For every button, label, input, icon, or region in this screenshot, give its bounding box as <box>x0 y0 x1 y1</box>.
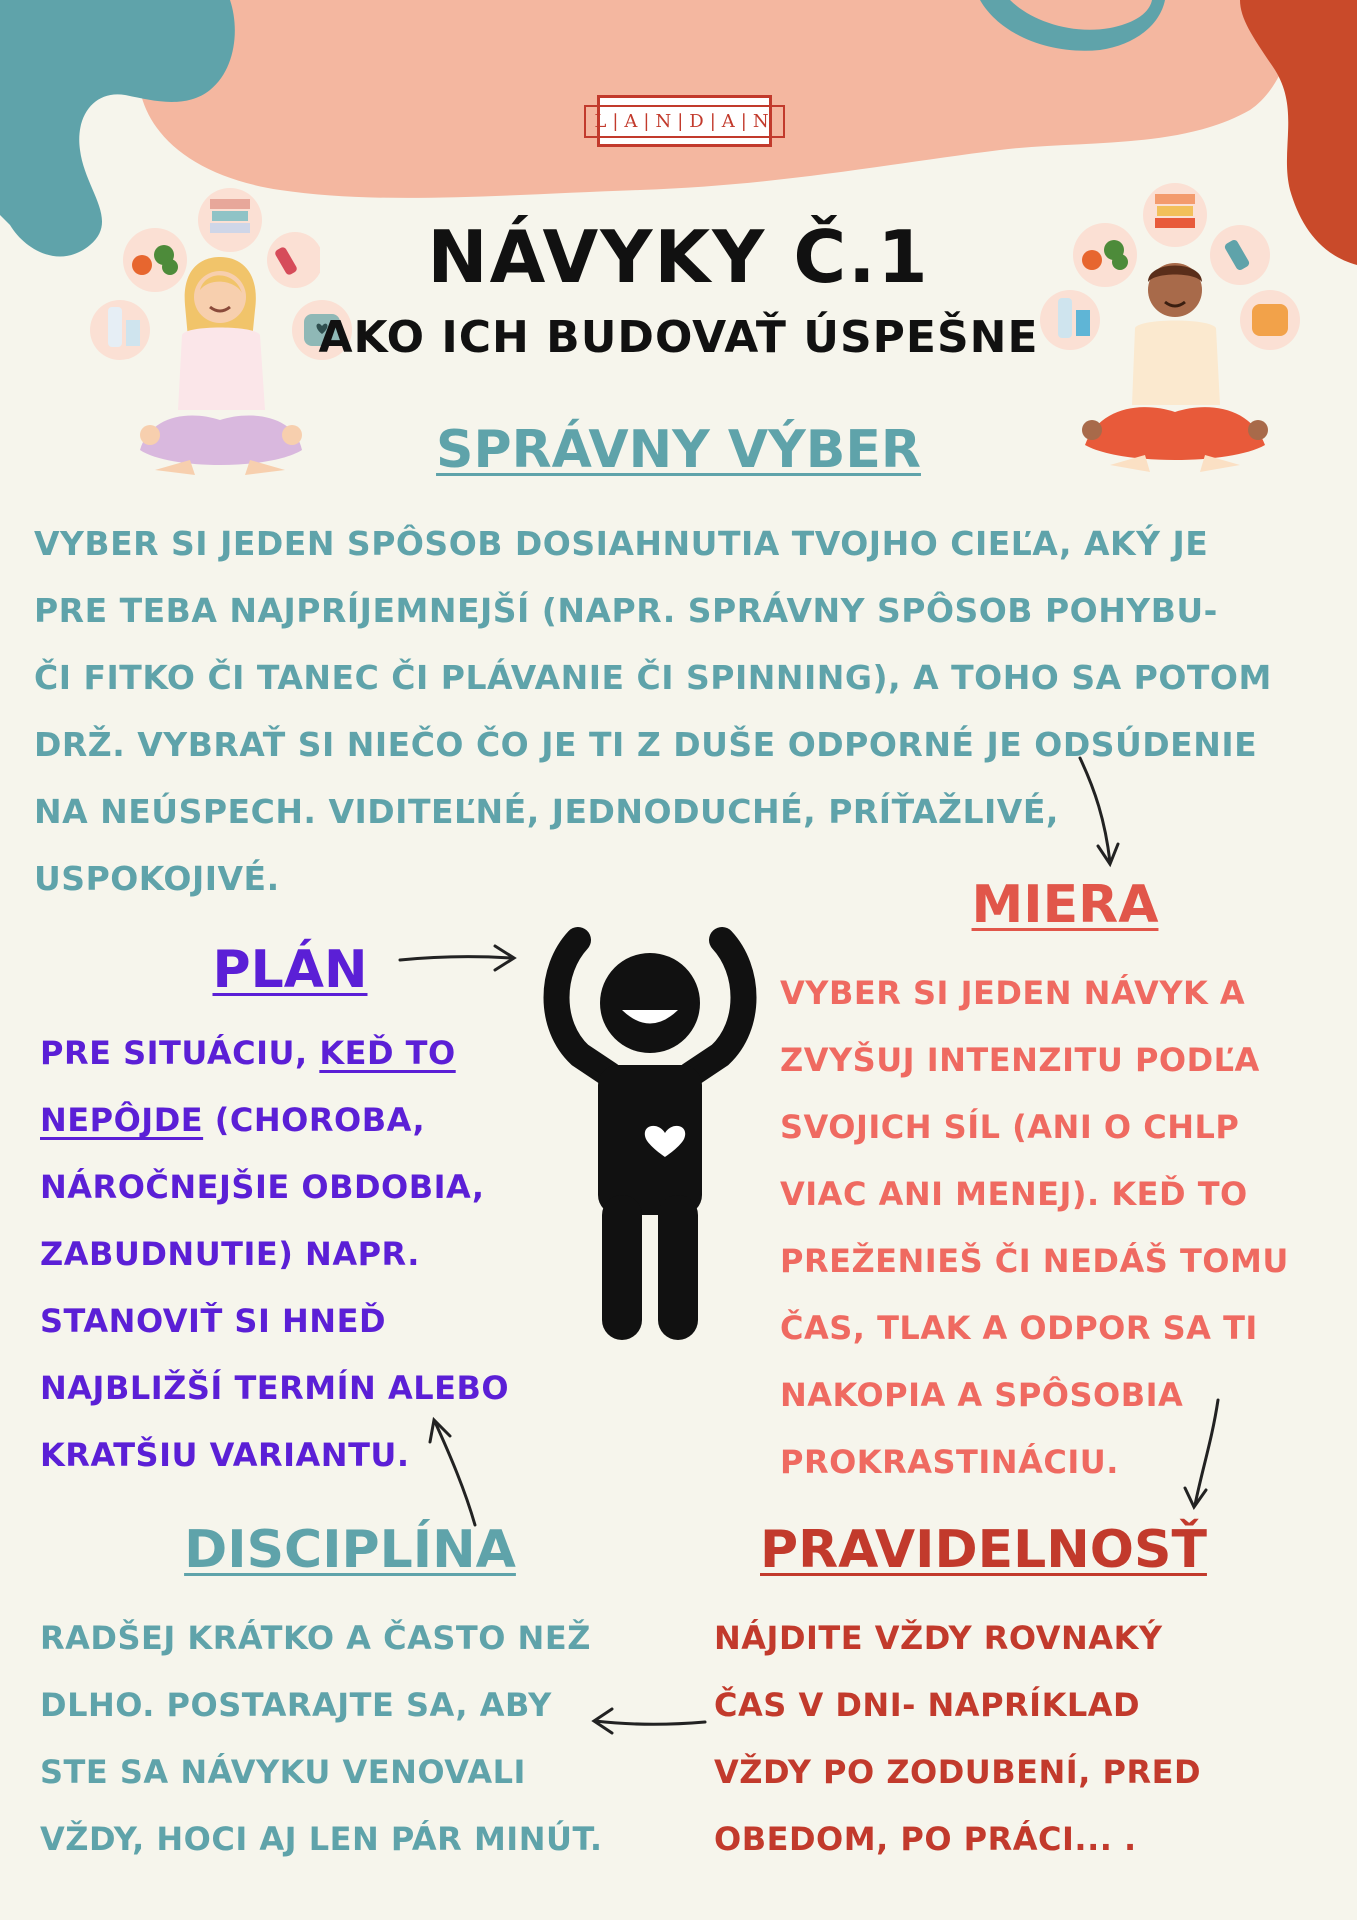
section-heading-disciplina: DISCIPLÍNA <box>184 1520 516 1580</box>
text-line: KRATŠIU VARIANTU. <box>40 1436 410 1474</box>
text-line: VŽDY, HOCI AJ LEN PÁR MINÚT. <box>40 1820 603 1858</box>
text-line: OBEDOM, PO PRÁCI... . <box>714 1820 1137 1858</box>
text-line: PROKRASTINÁCIU. <box>780 1443 1119 1481</box>
text-line: ČI FITKO ČI TANEC ČI PLÁVANIE ČI SPINNING), A TOHO SA POTOM <box>34 658 1272 697</box>
text-line: VŽDY PO ZODUBENÍ, PRED <box>714 1753 1202 1791</box>
section-heading-pravidelnost: PRAVIDELNOSŤ <box>760 1520 1207 1580</box>
page-title: NÁVYKY Č.1 <box>427 215 930 299</box>
text-line: VYBER SI JEDEN SPÔSOB DOSIAHNUTIA TVOJHO CIEĽA, AKÝ JE <box>34 524 1209 563</box>
arrow-icon <box>1080 758 1110 862</box>
text-line: SVOJICH SÍL (ANI O CHLP <box>780 1108 1240 1146</box>
arrow-icon <box>595 1721 705 1724</box>
text-line: NAJBLIŽŠÍ TERMÍN ALEBO <box>40 1369 510 1407</box>
arrow-icon <box>400 957 512 960</box>
text-line: DRŽ. VYBRAŤ SI NIEČO ČO JE TI Z DUŠE ODPORNÉ JE ODSÚDENIE <box>34 725 1258 764</box>
arrow-icon <box>435 1422 475 1525</box>
text-line: ČAS V DNI- NAPRÍKLAD <box>714 1686 1141 1724</box>
text-segment: (CHOROBA, <box>203 1101 426 1139</box>
text-line: STE SA NÁVYKU VENOVALI <box>40 1753 526 1791</box>
text-line: RADŠEJ KRÁTKO A ČASTO NEŽ <box>40 1619 591 1657</box>
text-line: NÁROČNEJŠIE OBDOBIA, <box>40 1168 485 1206</box>
text-segment: PRE SITUÁCIU, <box>40 1034 320 1072</box>
text-line: NÁJDITE VŽDY ROVNAKÝ <box>714 1619 1163 1657</box>
text-line: ZABUDNUTIE) NAPR. <box>40 1235 420 1273</box>
text-line: STANOVIŤ SI HNEĎ <box>40 1302 386 1340</box>
text-line: ZVYŠUJ INTENZITU PODĽA <box>780 1041 1260 1079</box>
text-line: PRE TEBA NAJPRÍJEMNEJŠÍ (NAPR. SPRÁVNY SPÔSOB POHYBU- <box>34 591 1218 630</box>
brand-logo-text: L|A|N|D|A|N <box>584 105 784 138</box>
underlined-text: NEPÔJDE <box>40 1101 204 1139</box>
text-line: VIAC ANI MENEJ). KEĎ TO <box>780 1175 1248 1213</box>
section-heading-miera: MIERA <box>971 875 1159 935</box>
text-line: NAKOPIA A SPÔSOBIA <box>780 1376 1184 1414</box>
text-line: NA NEÚSPECH. VIDITEĽNÉ, JEDNODUCHÉ, PRÍŤAŽLIVÉ, <box>34 792 1059 831</box>
text-line: DLHO. POSTARAJTE SA, ABY <box>40 1686 552 1724</box>
section-heading-plan: PLÁN <box>212 940 368 1000</box>
underlined-text: KEĎ TO <box>319 1034 456 1072</box>
text-line: ČAS, TLAK A ODPOR SA TI <box>780 1309 1258 1347</box>
text-line: PREŽENIEŠ ČI NEDÁŠ TOMU <box>780 1242 1289 1280</box>
page-subtitle: AKO ICH BUDOVAŤ ÚSPEŠNE <box>318 312 1039 363</box>
section-heading-spravny-vyber: SPRÁVNY VÝBER <box>436 420 921 480</box>
text-line: USPOKOJIVÉ. <box>34 859 280 898</box>
text-line: VYBER SI JEDEN NÁVYK A <box>780 974 1246 1012</box>
